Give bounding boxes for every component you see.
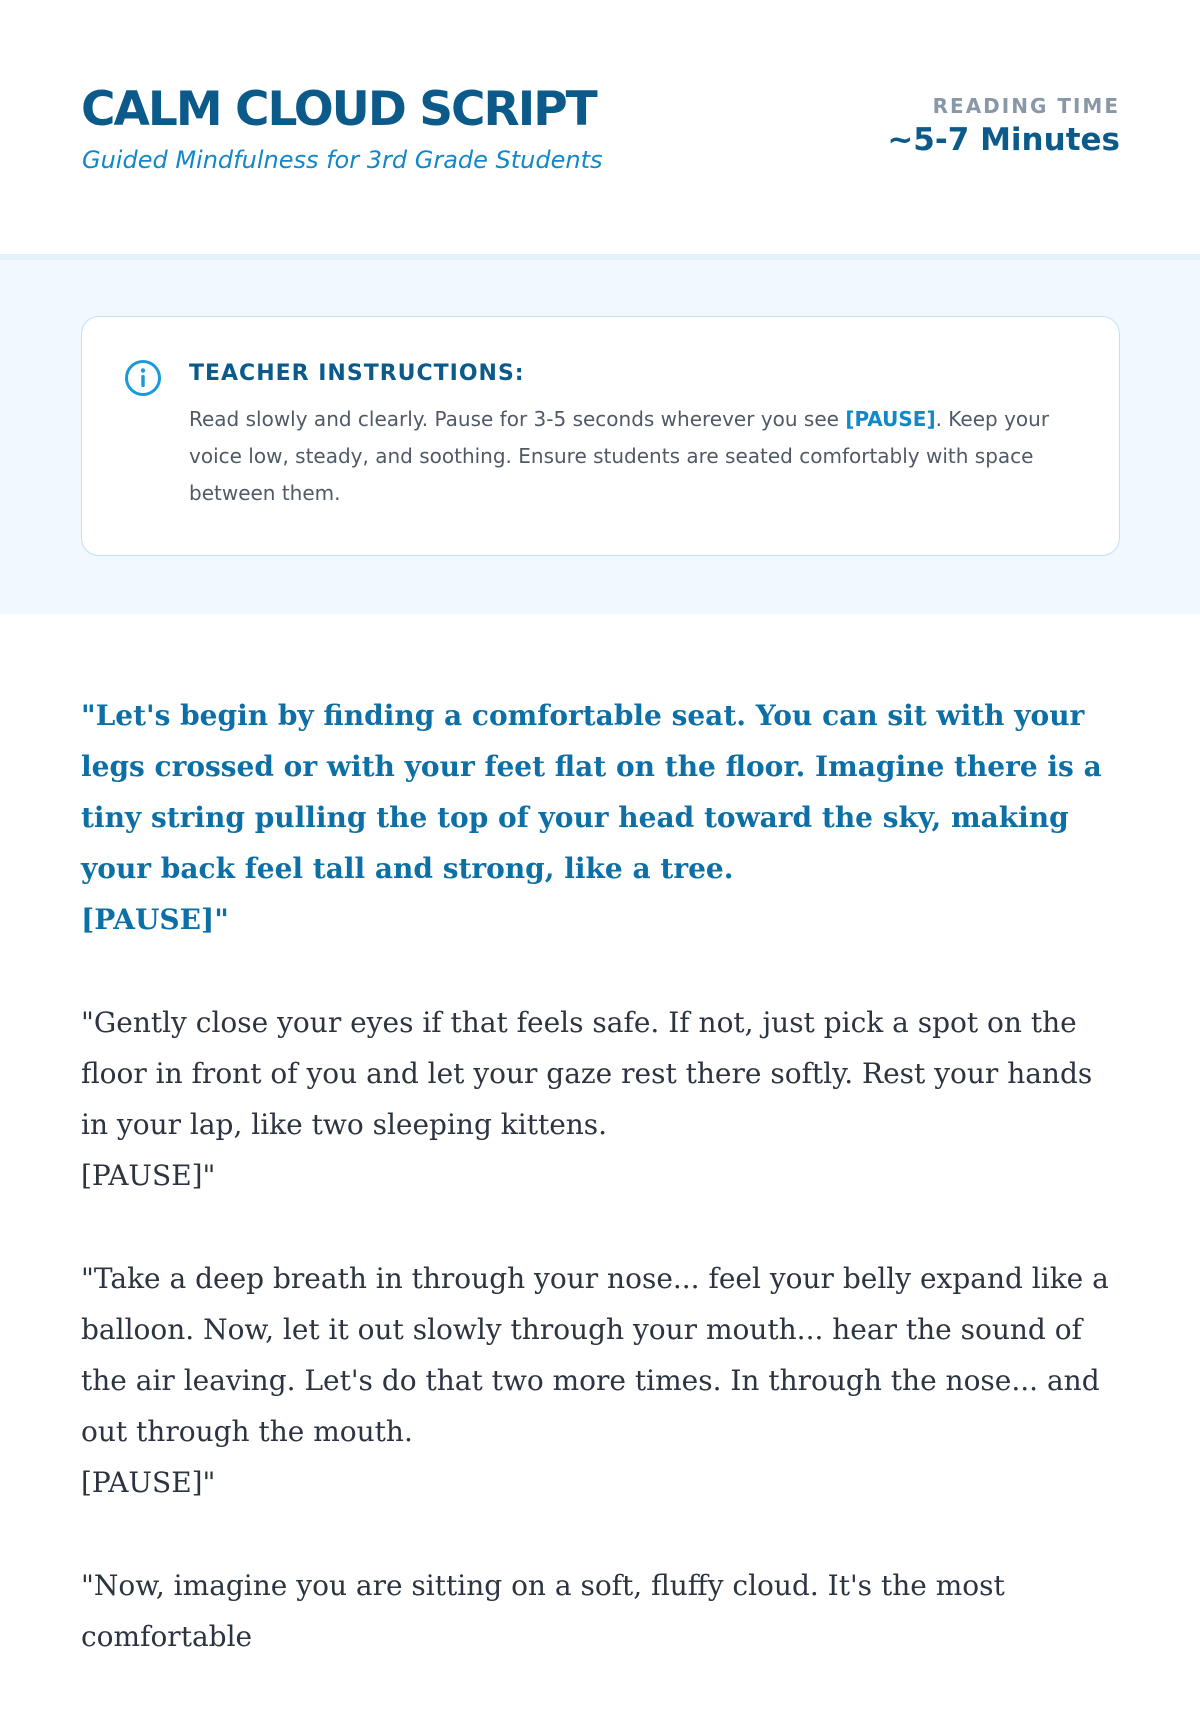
pause-marker: [PAUSE]" xyxy=(81,1159,216,1192)
pause-marker: [PAUSE]" xyxy=(81,1466,216,1499)
reading-time-value: ~5-7 Minutes xyxy=(887,122,1120,158)
instructions-text-start: Read slowly and clearly. Pause for 3-5 seconds wherever you see xyxy=(189,407,846,431)
script-paragraph xyxy=(81,1560,1121,1662)
pause-tag: [PAUSE] xyxy=(845,407,936,431)
teacher-instructions-card xyxy=(81,316,1120,556)
pause-marker: [PAUSE]" xyxy=(81,903,229,936)
reading-time xyxy=(887,93,1120,159)
script-paragraph xyxy=(81,1253,1121,1508)
paragraph-text: "Let's begin by finding a comfortable seat. You can sit with your legs crossed or with your feet flat on the floor. Imagine there is a tiny string pulling the top of your head toward the sky, making your back feel tall and strong, like a tree. xyxy=(81,699,1102,885)
instructions-body xyxy=(189,401,1059,512)
instructions-heading: TEACHER INSTRUCTIONS: xyxy=(189,361,525,386)
script-paragraph xyxy=(81,997,1121,1201)
paragraph-text: "Take a deep breath in through your nose... feel your belly expand like a balloon. Now, let it out slowly through your mouth... hear the sound of the air leaving. Let's do that two more times. In through the nose... and out through the mouth. xyxy=(81,1262,1109,1448)
reading-time-label: READING TIME xyxy=(932,94,1120,118)
instructions-band xyxy=(0,260,1200,614)
paragraph-text: "Now, imagine you are sitting on a soft, fluffy cloud. It's the most comfortable xyxy=(81,1569,1005,1653)
instructions-text-end: . Keep your voice low, steady, and soothing. Ensure students are seated comfortably with space between them. xyxy=(189,407,1050,505)
script-body xyxy=(81,690,1121,1714)
script-paragraph xyxy=(81,690,1121,945)
page-header xyxy=(0,0,1200,260)
info-icon xyxy=(124,359,162,397)
paragraph-text: "Gently close your eyes if that feels safe. If not, just pick a spot on the floor in front of you and let your gaze rest there softly. Rest your hands in your lap, like two sleeping kittens. xyxy=(81,1006,1093,1141)
page-title: CALM CLOUD SCRIPT xyxy=(81,82,596,137)
page-subtitle: Guided Mindfulness for 3rd Grade Students xyxy=(82,146,603,174)
